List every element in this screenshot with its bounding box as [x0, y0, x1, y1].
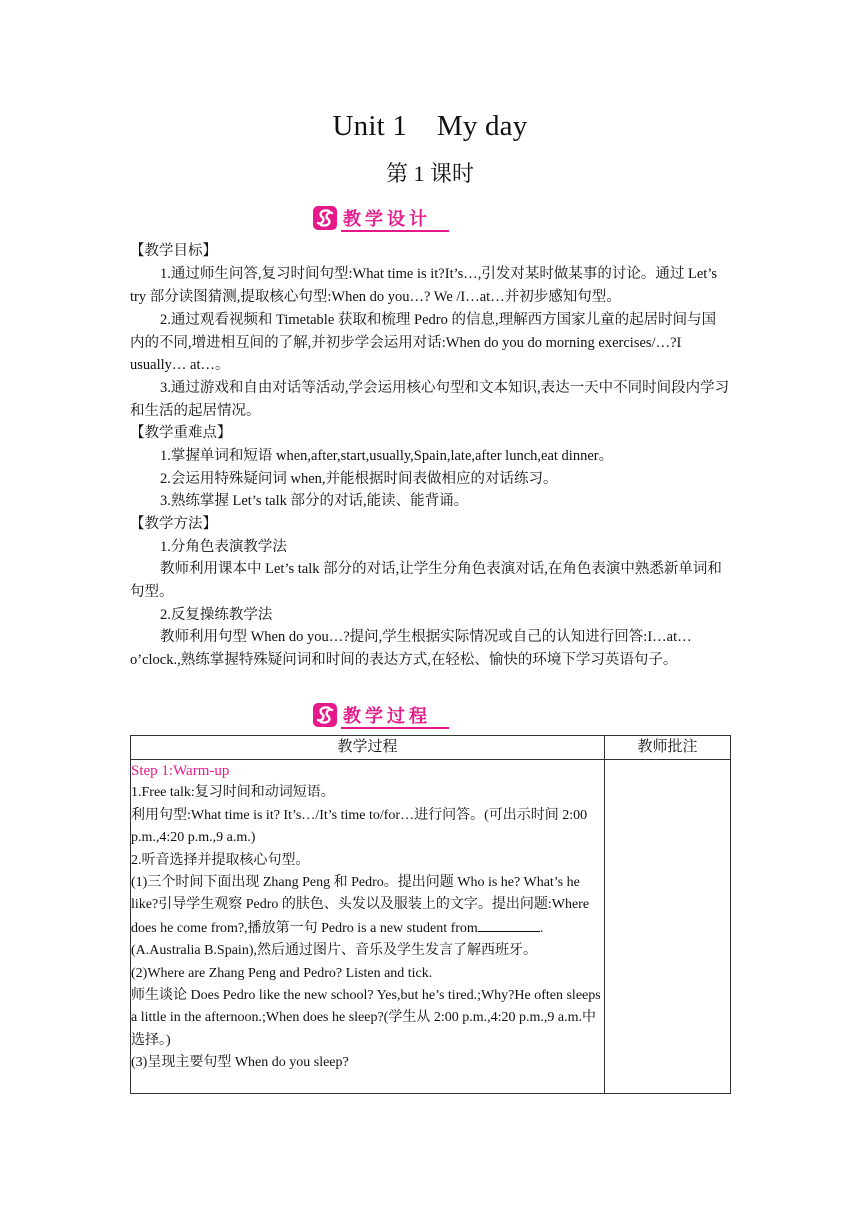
- process-line: 1.Free talk:复习时间和动词短语。: [131, 785, 335, 801]
- banner-underline: [341, 727, 449, 729]
- step-heading: Step 1:Warm-up: [131, 763, 230, 779]
- process-line-text: (1)三个时间下面出现 Zhang Peng 和 Pedro。提出问题 Who is he? What’s he like?引导学生观察 Pedro 的肤色、头发以及服装上的文字。提出问题:Where does he come from?,播放第一句 Pedro is a new student from: [131, 875, 590, 936]
- process-line: (2)Where are Zhang Peng and Pedro? Listen and tick.: [131, 965, 433, 981]
- table-header-row: [131, 736, 731, 760]
- fill-blank: [478, 917, 540, 932]
- method-description: 教师利用课本中 Let’s talk 部分的对话,让学生分角色表演对话,在角色表演中熟悉新单词和句型。: [130, 561, 722, 600]
- keypoint-item: 1.掌握单词和短语 when,after,start,usually,Spain,late,after lunch,eat dinner。: [160, 448, 614, 464]
- goal-item: 3.通过游戏和自由对话等活动,学会运用核心句型和文本知识,表达一天中不同时间段内学习和生活的起居情况。: [130, 380, 730, 419]
- banner-label: 教学过程: [343, 706, 431, 727]
- banner-label: 教学设计: [343, 209, 431, 230]
- teacher-notes-cell: [605, 760, 731, 1094]
- process-cell: [131, 760, 605, 1094]
- goals-heading: 【教学目标】: [130, 243, 217, 259]
- keypoint-item: 2.会运用特殊疑问词 when,并能根据时间表做相应的对话练习。: [160, 471, 558, 487]
- method-description: 教师利用句型 When do you…?提问,学生根据实际情况或自己的认知进行回答:I…at…o’clock.,熟练掌握特殊疑问词和时间的表达方式,在轻松、愉快的环境下学习英语句子。: [130, 629, 692, 668]
- swirl-logo-icon: [313, 206, 337, 230]
- process-line-text: .(A.Australia B.Spain),然后通过图片、音乐及学生发言了解西班牙。: [131, 920, 544, 959]
- goal-item: 2.通过观看视频和 Timetable 获取和梳理 Pedro 的信息,理解西方国家儿童的起居时间与国内的不同,增进相互间的了解,并初步学会运用对话:When do you do morning exercises/…?I usually… at…。: [130, 312, 717, 374]
- banner-teaching-design: [313, 206, 449, 232]
- table-header-process: 教学过程: [131, 736, 605, 760]
- banner-teaching-process: [313, 703, 449, 729]
- process-line: (3)呈现主要句型 When do you sleep?: [131, 1055, 349, 1071]
- process-line: [131, 872, 604, 963]
- page-title: Unit 1 My day: [332, 110, 528, 142]
- process-line: 师生谈论 Does Pedro like the new school? Yes,but he’s tired.;Why?He often sleeps a little in the afternoon.;When does he sleep?(学生从 2:00 p.m.,4:20 p.m.,9 a.m.中选择。): [131, 988, 601, 1048]
- process-line: 利用句型:What time is it? It’s…/It’s time to/for…进行问答。(可出示时间 2:00 p.m.,4:20 p.m.,9 a.m.): [131, 807, 588, 846]
- keypoint-item: 3.熟练掌握 Let’s talk 部分的对话,能读、能背诵。: [160, 493, 469, 509]
- method-title: 1.分角色表演教学法: [160, 539, 287, 555]
- table-header-notes: 教师批注: [605, 736, 731, 760]
- process-line: 2.听音选择并提取核心句型。: [131, 852, 310, 868]
- table-row: [131, 760, 731, 1094]
- process-table: [130, 735, 731, 1094]
- lesson-subtitle: 第 1 课时: [385, 161, 474, 186]
- swirl-logo-icon: [313, 703, 337, 727]
- banner-underline: [341, 230, 449, 232]
- methods-heading: 【教学方法】: [130, 516, 217, 532]
- method-title: 2.反复操练教学法: [160, 607, 273, 623]
- goal-item: 1.通过师生问答,复习时间句型:What time is it?It’s…,引发对某时做某事的讨论。通过 Let’s try 部分读图猜测,提取核心句型:When do you…? We /I…at…并初步感知句型。: [130, 266, 718, 305]
- keypoints-heading: 【教学重难点】: [130, 425, 232, 441]
